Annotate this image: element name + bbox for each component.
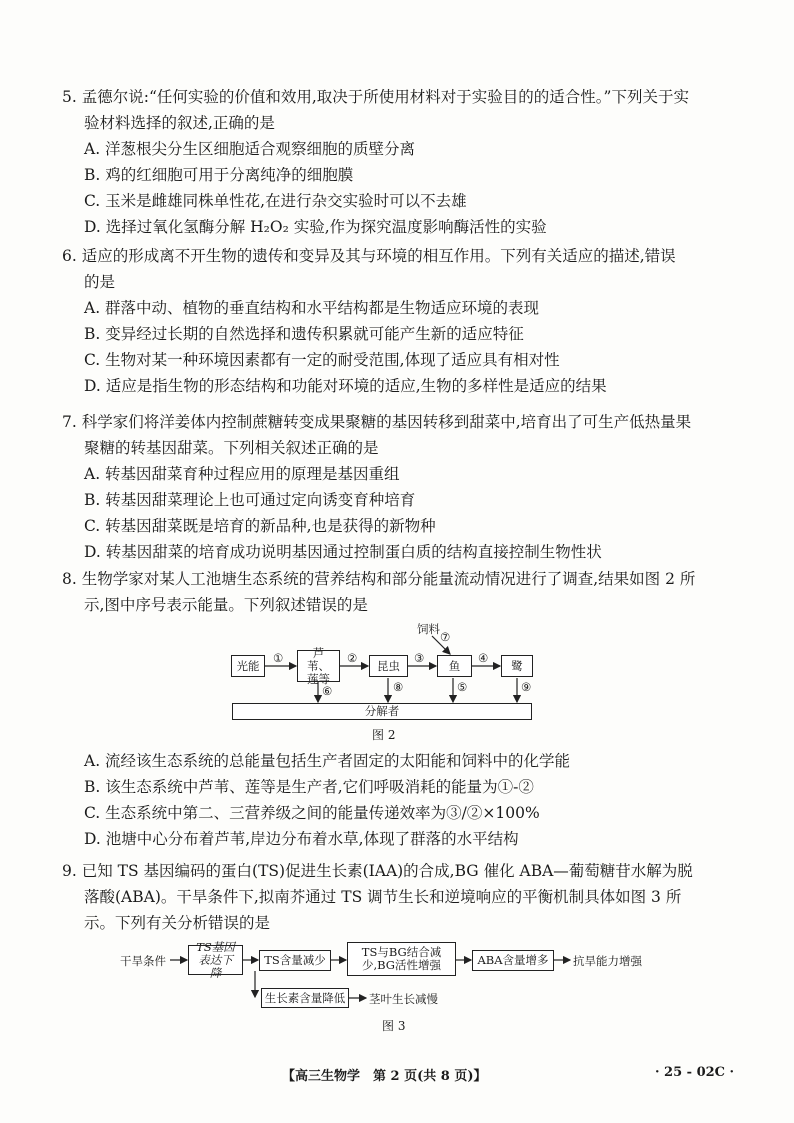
q5-option-d: D. 选择过氧化氢酶分解 H₂O₂ 实验,作为探究温度影响酶活性的实验 xyxy=(84,218,547,236)
box-aba-increase: ABA含量增多 xyxy=(472,950,554,971)
footer-page-info: 【高三生物学 第 2 页(共 8 页)】 xyxy=(282,1069,487,1084)
label-n6: ⑥ xyxy=(322,684,333,698)
q7-stem-line1: 7. 科学家们将洋姜体内控制蔗糖转变成果聚糖的基因转移到甜菜中,培育出了可生产低热量果 xyxy=(62,413,692,431)
label-n1: ① xyxy=(273,651,284,665)
box-egret: 鹭 xyxy=(501,655,533,677)
box-ts-decrease: TS含量减少 xyxy=(259,950,331,971)
q8-option-c: C. 生态系统中第二、三营养级之间的能量传递效率为③/②×100% xyxy=(84,804,540,822)
q8-option-d: D. 池塘中心分布着芦苇,岸边分布着水草,体现了群落的水平结构 xyxy=(84,830,519,848)
label-drought: 干旱条件 xyxy=(120,954,166,968)
q7-option-d: D. 转基因甜菜的培育成功说明基因通过控制蛋白质的结构直接控制生物性状 xyxy=(84,543,602,561)
q8-stem-line1: 8. 生物学家对某人工池塘生态系统的营养结构和部分能量流动情况进行了调查,结果如图 2 所 xyxy=(62,570,696,588)
q7-option-b: B. 转基因甜菜理论上也可通过定向诱变育种培育 xyxy=(84,491,416,509)
q7-option-a: A. 转基因甜菜育种过程应用的原理是基因重组 xyxy=(84,465,400,483)
q5-option-c: C. 玉米是雌雄同株单性花,在进行杂交实验时可以不去雄 xyxy=(84,192,467,210)
box-insect: 昆虫 xyxy=(369,655,408,677)
q7-stem-line2: 聚糖的转基因甜菜。下列相关叙述正确的是 xyxy=(84,439,379,457)
label-n8: ⑧ xyxy=(393,680,404,694)
q5-option-b: B. 鸡的红细胞可用于分离纯净的细胞膜 xyxy=(84,166,354,184)
label-drought-resistance: 抗旱能力增强 xyxy=(573,954,642,968)
box-light-energy: 光能 xyxy=(231,655,265,677)
q6-option-c: C. 生物对某一种环境因素都有一定的耐受范围,体现了适应具有相对性 xyxy=(84,351,560,369)
q6-stem-line2: 的是 xyxy=(84,273,116,291)
box-decomposer: 分解者 xyxy=(232,703,532,720)
q8-option-b: B. 该生态系统中芦苇、莲等是生产者,它们呼吸消耗的能量为①-② xyxy=(84,778,534,796)
label-n3: ③ xyxy=(414,651,425,665)
figure-3-caption: 图 3 xyxy=(382,1019,406,1033)
footer-code: · 25 - 02C · xyxy=(655,1065,735,1080)
q6-stem-line1: 6. 适应的形成离不开生物的遗传和变异及其与环境的相互作用。下列有关适应的描述,错误 xyxy=(62,247,676,265)
q7-option-c: C. 转基因甜菜既是培育的新品种,也是获得的新物种 xyxy=(84,517,436,535)
label-n9: ⑨ xyxy=(521,680,532,694)
q8-option-a: A. 流经该生态系统的总能量包括生产者固定的太阳能和饲料中的化学能 xyxy=(84,752,571,770)
q9-stem-line2: 落酸(ABA)。干旱条件下,拟南芥通过 TS 调节生长和逆境响应的平衡机制具体如图 3 所 xyxy=(84,888,682,906)
q5-stem-line1: 5. 孟德尔说:“任何实验的价值和效用,取决于所使用材料对于实验目的的适合性。”下列关于实 xyxy=(62,88,689,106)
label-n5: ⑤ xyxy=(457,680,468,694)
q6-option-b: B. 变异经过长期的自然选择和遗传积累就可能产生新的适应特征 xyxy=(84,325,524,343)
figure-2-caption: 图 2 xyxy=(372,728,396,742)
label-feed: 饲料 xyxy=(417,622,440,636)
label-n7: ⑦ xyxy=(440,630,451,644)
box-ts-bg-binding: TS与BG结合减少,BG活性增强 xyxy=(347,942,456,976)
q9-stem-line1: 9. 已知 TS 基因编码的蛋白(TS)促进生长素(IAA)的合成,BG 催化 ABA—葡萄糖苷水解为脱 xyxy=(62,862,693,880)
box-auxin-decrease: 生长素含量降低 xyxy=(261,988,349,1008)
q6-option-a: A. 群落中动、植物的垂直结构和水平结构都是生物适应环境的表现 xyxy=(84,299,540,317)
q5-option-a: A. 洋葱根尖分生区细胞适合观察细胞的质壁分离 xyxy=(84,140,416,158)
label-growth-slow: 茎叶生长减慢 xyxy=(369,992,438,1006)
box-ts-gene-down: TS基因表达下降 xyxy=(188,945,243,975)
q5-stem-line2: 验材料选择的叙述,正确的是 xyxy=(84,114,275,132)
q6-option-d: D. 适应是指生物的形态结构和功能对环境的适应,生物的多样性是适应的结果 xyxy=(84,377,607,395)
box-producer: 芦苇、莲等 xyxy=(297,650,340,682)
label-n4: ④ xyxy=(478,651,489,665)
q9-stem-line3: 示。下列有关分析错误的是 xyxy=(84,914,271,932)
label-n2: ② xyxy=(347,651,358,665)
q8-stem-line2: 示,图中序号表示能量。下列叙述错误的是 xyxy=(84,596,368,614)
box-fish: 鱼 xyxy=(437,655,472,677)
